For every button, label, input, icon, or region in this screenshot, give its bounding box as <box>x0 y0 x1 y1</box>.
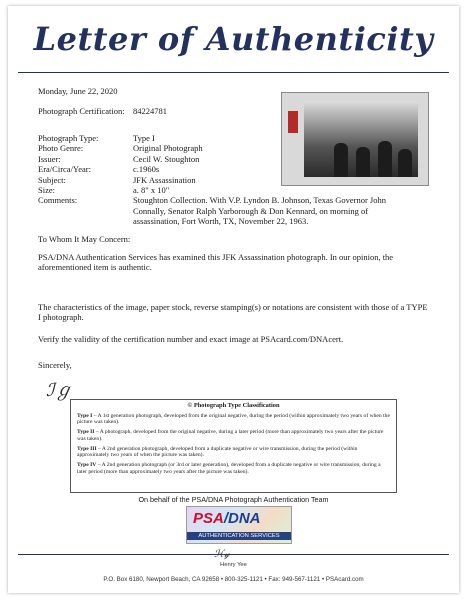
slab-label <box>288 111 298 133</box>
footer-contact: P.O. Box 6180, Newport Beach, CA 92658 • 800-325-1121 • Fax: 949-567-1121 • PSAcard.com <box>103 576 364 583</box>
top-divider <box>18 72 449 73</box>
logo-subtitle: AUTHENTICATION SERVICES <box>187 532 291 540</box>
logo-text: PSA/DNA <box>193 510 261 527</box>
detail-key: Size: <box>38 185 55 196</box>
detail-row <box>38 185 398 195</box>
photo-figure <box>334 143 348 177</box>
type-paragraph: The characteristics of the image, paper stock, reverse stamping(s) or notations are consistent with those of a TYPE I photograph. <box>38 302 428 323</box>
photo-figure <box>378 141 392 177</box>
detail-key: Issuer: <box>38 153 61 164</box>
verify-paragraph: Verify the validity of the certification number and exact image at PSAcard.com/DNAcert. <box>38 334 344 344</box>
signer-name: Henry Yee <box>220 562 247 568</box>
classification-box <box>70 399 397 493</box>
signature-image: ℐℊ <box>46 380 73 401</box>
certification-number: 84224781 <box>133 106 167 116</box>
classification-title: © Photograph Type Classification <box>187 402 280 409</box>
detail-key: Subject: <box>38 174 66 185</box>
detail-key: Photo Genre: <box>38 143 84 154</box>
classification-item: Type IV – A 2nd generation photograph (or 3rd or later generation), developed from a duplicate negative or wire transmission, during a later period (more than approximately two years after the picture was taken). <box>77 461 381 475</box>
letter-sheet <box>8 6 459 593</box>
classification-item: Type II – A photograph, developed from the original negative, during a later period (more than approximately two years after the picture was taken). <box>77 429 384 442</box>
photo-figure <box>356 147 370 177</box>
detail-value: Original Photograph <box>133 143 203 154</box>
letter-date: Monday, June 22, 2020 <box>38 86 118 96</box>
detail-value: Stoughton Collection. With V.P. Lyndon B. Johnson, Texas Governor John Connally, Senator Ralph Yarborough & Don Kennard, on morning of assassination, Fort Worth, TX, November 22, 1963. <box>133 195 386 227</box>
greeting: To Whom It May Concern: <box>38 234 131 244</box>
classification-item: Type III – A 2nd generation photograph, developed from a duplicate negative or wire transmission, during the period (within approximately two years of when the picture was taken). <box>77 445 358 459</box>
bottom-divider <box>18 554 449 555</box>
closing: Sincerely, <box>38 360 72 370</box>
classification-item: Type I – A 1st generation photograph, developed from the original negative, during the period (within approximately two years of when the picture was taken). <box>77 412 390 426</box>
detail-value: JFK Assassination <box>133 174 196 185</box>
signer-signature: ℋ𝓎 <box>214 549 230 560</box>
certification-label: Photograph Certification: <box>38 106 125 116</box>
detail-key: Era/Circa/Year: <box>38 164 91 175</box>
detail-value: a. 8" x 10" <box>133 185 170 196</box>
detail-value: Type I <box>133 133 155 143</box>
psa-dna-logo <box>186 506 292 544</box>
detail-value: Cecil W. Stoughton <box>133 153 200 164</box>
detail-key: Comments: <box>38 195 78 206</box>
opinion-paragraph: PSA/DNA Authentication Services has examined this JFK Assassination photograph. In our opinion, the aforementioned item is authentic. <box>38 252 394 273</box>
photo-figure <box>398 149 412 177</box>
letter-title: Letter of Authenticity <box>33 20 434 58</box>
certification-line <box>38 106 167 116</box>
photo-thumbnail <box>304 101 418 177</box>
slabbed-photo-image <box>281 92 429 186</box>
detail-key: Photograph Type: <box>38 133 99 143</box>
detail-value: c.1960s <box>133 164 160 175</box>
on-behalf-line: On behalf of the PSA/DNA Photograph Authentication Team <box>138 495 329 504</box>
detail-row <box>38 195 398 226</box>
